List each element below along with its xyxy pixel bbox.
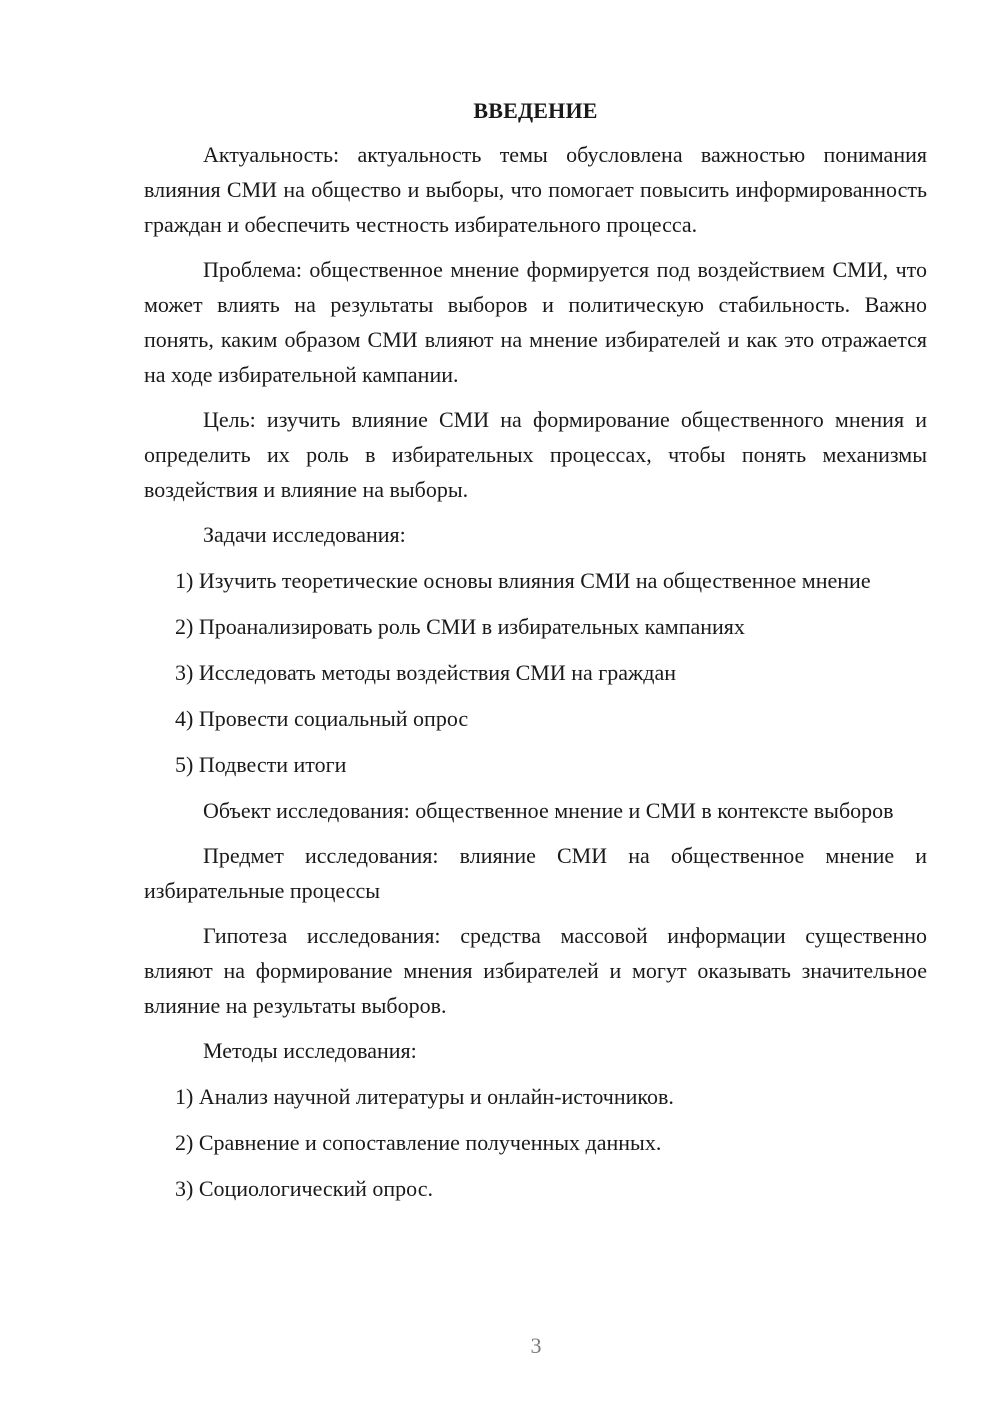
- methods-heading: Методы исследования:: [203, 1038, 417, 1063]
- list-item: 2) Сравнение и сопоставление полученных данных.: [175, 1130, 662, 1155]
- page-number: 3: [530, 1333, 542, 1358]
- tasks-list: [144, 563, 927, 782]
- tasks-heading: Задачи исследования:: [203, 522, 406, 547]
- relevance-paragraph: Актуальность: актуальность темы обусловлена важностью понимания влияния СМИ на общество и выборы, что помогает повысить информированность граждан и обеспечить честность избирательного процесса.: [144, 142, 927, 237]
- list-item: 1) Изучить теоретические основы влияния СМИ на общественное мнение: [175, 568, 871, 593]
- list-item: 1) Анализ научной литературы и онлайн-источников.: [175, 1084, 674, 1109]
- section-title: ВВЕДЕНИЕ: [473, 98, 598, 123]
- list-item: 3) Исследовать методы воздействия СМИ на граждан: [175, 660, 676, 685]
- list-item: 5) Подвести итоги: [175, 752, 347, 777]
- methods-list: [144, 1079, 927, 1206]
- page-content: [144, 95, 927, 1217]
- list-item: 3) Социологический опрос.: [175, 1176, 433, 1201]
- list-item: 4) Провести социальный опрос: [175, 706, 469, 731]
- goal-paragraph: Цель: изучить влияние СМИ на формирование общественного мнения и определить их роль в избирательных процессах, чтобы понять механизмы воздействия и влияние на выборы.: [144, 407, 927, 502]
- problem-paragraph: Проблема: общественное мнение формируется под воздействием СМИ, что может влиять на результаты выборов и политическую стабильность. Важно понять, каким образом СМИ влияют на мнение избирателей и как это отражается на ходе избирательной кампании.: [144, 257, 927, 387]
- list-item: 2) Проанализировать роль СМИ в избирательных кампаниях: [175, 614, 745, 639]
- subject-paragraph: Предмет исследования: влияние СМИ на общественное мнение и избирательные процессы: [144, 843, 927, 903]
- object-paragraph: Объект исследования: общественное мнение и СМИ в контексте выборов: [203, 798, 894, 823]
- hypothesis-paragraph: Гипотеза исследования: средства массовой информации существенно влияют на формирование мнения избирателей и могут оказывать значительное влияние на результаты выборов.: [144, 923, 927, 1018]
